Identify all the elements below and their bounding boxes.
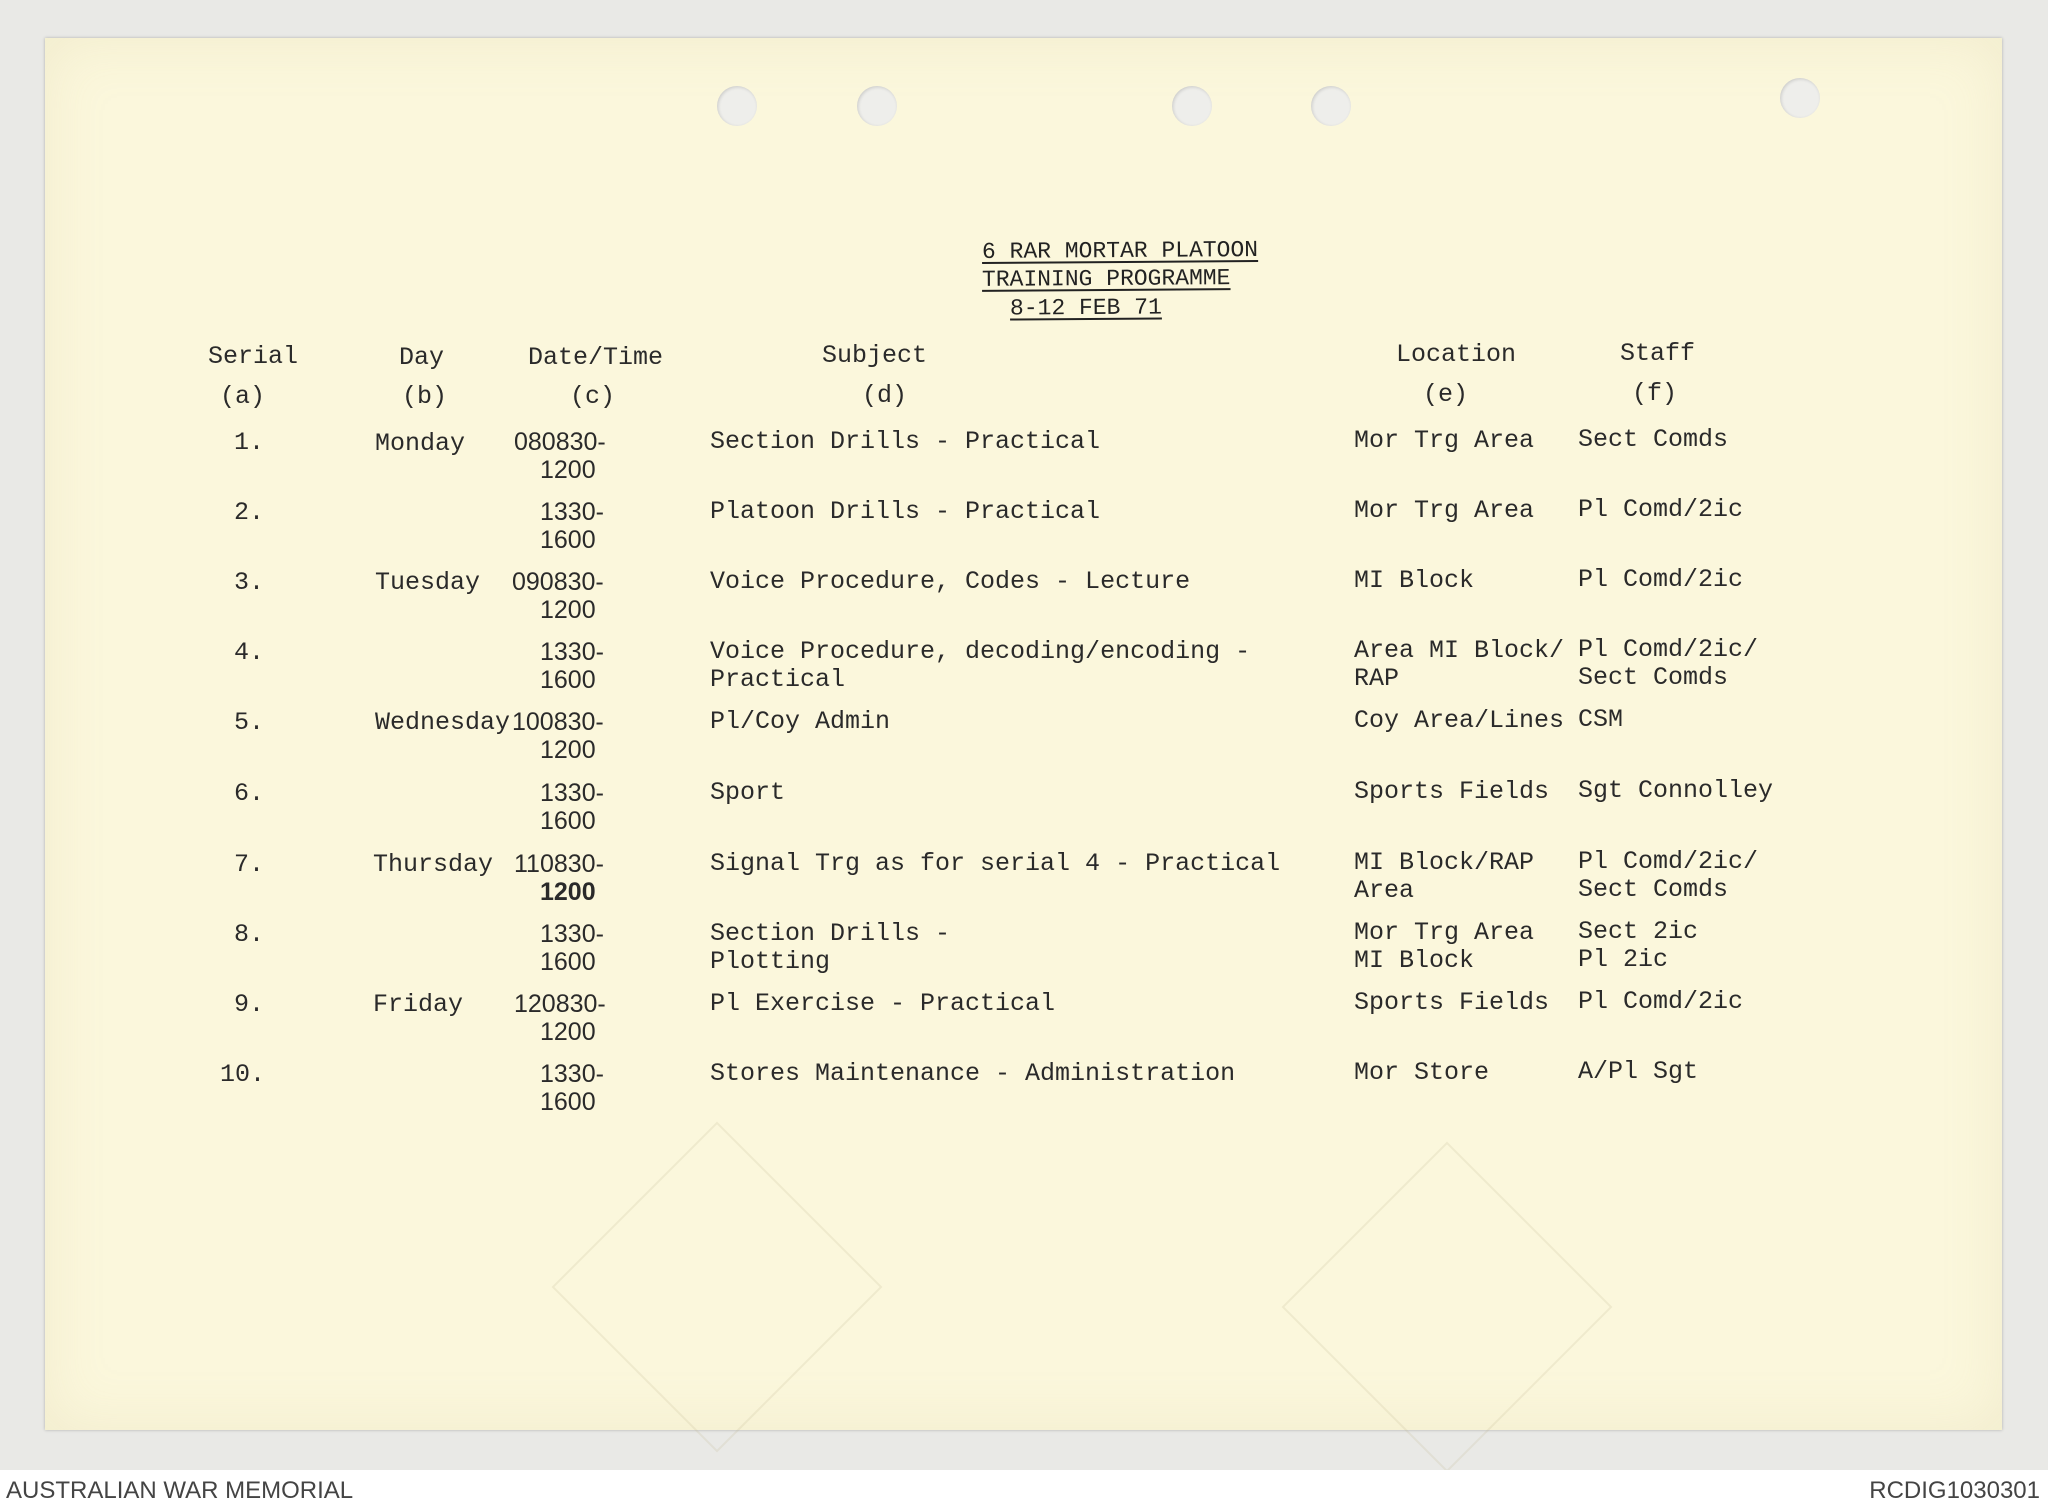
row-location: Area MI Block/ [1354, 636, 1565, 665]
row-staff: Pl Comd/2ic [1578, 987, 1744, 1016]
row-time-end: 1200 [540, 1018, 596, 1046]
row-day: Thursday [373, 850, 494, 879]
row-time-start: 1330- [540, 498, 604, 526]
row-staff: Pl Comd/2ic/ [1578, 635, 1759, 664]
row-staff: CSM [1578, 705, 1624, 734]
row-serial: 7. [234, 850, 265, 879]
header-location: Location [1396, 340, 1517, 369]
row-time-end: 1200 [540, 736, 596, 764]
header-letter-subject: (d) [862, 381, 908, 410]
row-time-end: 1200 [540, 596, 596, 624]
row-day: Friday [373, 990, 464, 1019]
footer-record-id: RCDIG1030301 [1869, 1477, 2040, 1504]
footer-institution: AUSTRALIAN WAR MEMORIAL [6, 1477, 354, 1504]
row-location: Mor Trg Area [1354, 918, 1535, 947]
punch-hole [1172, 86, 1212, 126]
row-location-continued: MI Block [1354, 946, 1475, 975]
row-time-start: 110830- [514, 850, 604, 878]
row-subject: Stores Maintenance - Administration [710, 1059, 1236, 1088]
row-subject: Voice Procedure, Codes - Lecture [710, 567, 1191, 596]
row-location: Mor Trg Area [1354, 496, 1535, 525]
punch-hole [1780, 78, 1820, 118]
document-title-line-3: 8-12 FEB 71 [1009, 294, 1162, 322]
punch-hole [857, 86, 897, 126]
row-location: Mor Trg Area [1354, 426, 1535, 455]
header-letter-location: (e) [1423, 380, 1469, 409]
header-staff: Staff [1620, 339, 1696, 368]
row-location-continued: Area [1354, 876, 1415, 905]
row-staff: A/Pl Sgt [1578, 1057, 1699, 1086]
row-day: Monday [375, 429, 466, 458]
row-location: Coy Area/Lines [1354, 706, 1565, 735]
row-location: MI Block/RAP [1354, 848, 1535, 877]
row-location: Sports Fields [1354, 777, 1550, 806]
row-subject: Sport [710, 778, 786, 807]
row-location: Mor Store [1354, 1058, 1490, 1087]
row-subject: Section Drills - Practical [710, 427, 1101, 456]
document-title-line-2: TRAINING PROGRAMME [981, 265, 1231, 293]
row-time-start: 1330- [540, 1060, 604, 1088]
row-serial: 10. [220, 1060, 266, 1089]
row-time-start: 090830- [512, 568, 604, 596]
row-time-start: 1330- [540, 779, 604, 807]
row-staff-continued: Sect Comds [1578, 875, 1729, 904]
row-subject: Section Drills - [710, 919, 951, 948]
row-staff: Pl Comd/2ic/ [1578, 847, 1759, 876]
row-time-end: 1200 [540, 456, 596, 484]
row-subject: Pl/Coy Admin [710, 707, 891, 736]
row-time-end: 1200 [540, 878, 596, 906]
header-letter-datetime: (c) [570, 382, 616, 411]
header-subject: Subject [822, 341, 928, 370]
row-subject: Voice Procedure, decoding/encoding - [710, 637, 1251, 666]
punch-hole [1311, 86, 1351, 126]
header-serial: Serial [208, 342, 299, 371]
row-serial: 5. [234, 708, 265, 737]
header-letter-day: (b) [402, 382, 448, 411]
row-staff: Sgt Connolley [1578, 776, 1774, 805]
header-datetime: Date/Time [528, 343, 664, 372]
row-time-end: 1600 [540, 526, 596, 554]
row-serial: 4. [234, 638, 265, 667]
row-staff: Sect Comds [1578, 425, 1729, 454]
row-staff-continued: Pl 2ic [1578, 945, 1669, 974]
row-serial: 6. [234, 779, 265, 808]
row-subject: Platoon Drills - Practical [710, 497, 1101, 526]
row-subject-continued: Practical [710, 665, 846, 694]
row-staff: Pl Comd/2ic [1578, 495, 1744, 524]
row-location: Sports Fields [1354, 988, 1550, 1017]
row-time-start: 1330- [540, 920, 604, 948]
row-time-end: 1600 [540, 807, 596, 835]
header-letter-staff: (f) [1632, 379, 1678, 408]
row-staff-continued: Sect Comds [1578, 663, 1729, 692]
row-time-start: 080830- [514, 428, 606, 456]
punch-hole [717, 86, 757, 126]
row-staff: Pl Comd/2ic [1578, 565, 1744, 594]
header-letter-serial: (a) [220, 382, 266, 411]
row-day: Tuesday [375, 568, 481, 597]
row-time-start: 120830- [514, 990, 606, 1018]
row-location: MI Block [1354, 566, 1475, 595]
row-day: Wednesday [375, 708, 511, 737]
row-subject: Pl Exercise - Practical [710, 989, 1056, 1018]
row-subject-continued: Plotting [710, 947, 831, 976]
document-title-line-1: 6 RAR MORTAR PLATOON [981, 237, 1259, 265]
row-serial: 9. [234, 990, 265, 1019]
row-location-continued: RAP [1354, 664, 1400, 693]
row-time-start: 100830- [512, 708, 604, 736]
row-time-end: 1600 [540, 1088, 596, 1116]
row-subject: Signal Trg as for serial 4 - Practical [710, 849, 1281, 878]
row-time-end: 1600 [540, 666, 596, 694]
row-serial: 8. [234, 920, 265, 949]
row-staff: Sect 2ic [1578, 917, 1699, 946]
row-time-start: 1330- [540, 638, 604, 666]
header-day: Day [399, 343, 445, 372]
row-serial: 1. [234, 428, 265, 457]
row-serial: 2. [234, 498, 265, 527]
row-time-end: 1600 [540, 948, 596, 976]
row-serial: 3. [234, 568, 265, 597]
